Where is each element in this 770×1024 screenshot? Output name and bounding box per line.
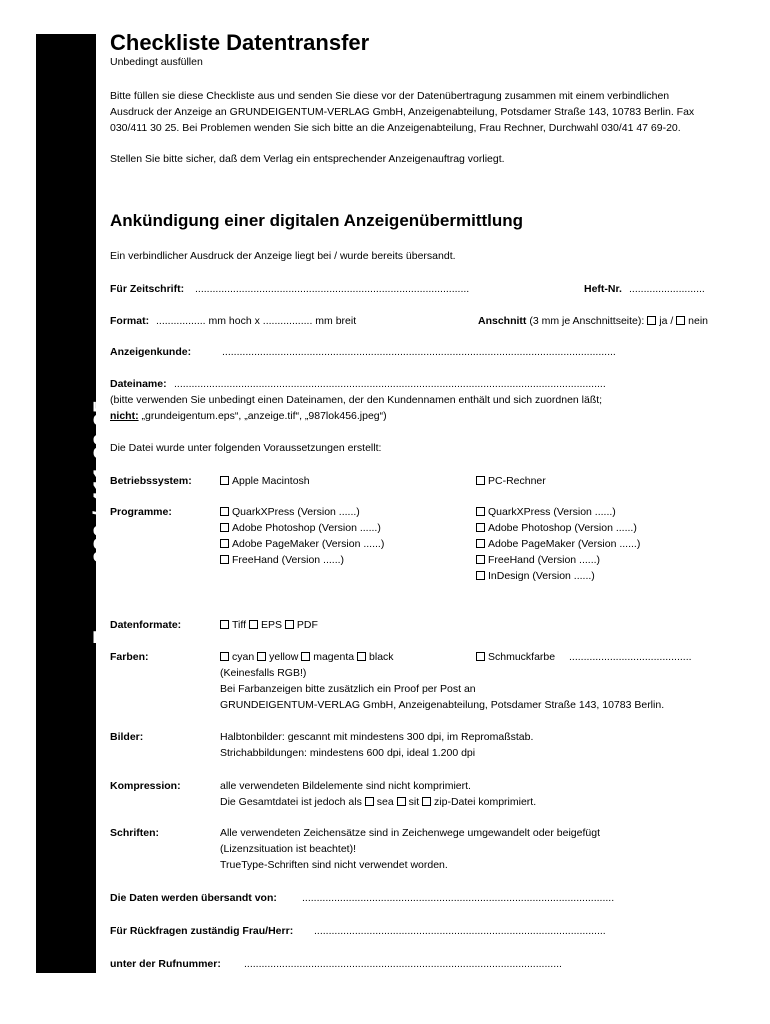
farben-note: Bei Farbanzeigen bitte zusätzlich ein Proof per Post an [220,683,476,695]
betriebssystem-label: Betriebssystem: [110,475,192,487]
page-title: Checkliste Datentransfer [110,30,370,55]
schriften-line: (Lizenzsituation ist beachtet)! [220,843,356,855]
intro-line: Ausdruck der Anzeige an GRUNDEIGENTUM-VERLAG GmbH, Anzeigenabteilung, Potsdamer Straße 143, 10783 Berlin. Fax [110,106,695,118]
dateiname-examples [110,408,387,424]
phone-label: unter der Rufnummer: [110,958,221,970]
farben-note: GRUNDEIGENTUM-VERLAG GmbH, Anzeigenabteilung, Potsdamer Straße 143, 10783 Berlin. [220,699,665,711]
dateiname-field[interactable]: .................................................................................................................................................... [174,378,606,390]
intro-paragraph [110,88,735,136]
program-label: Adobe Photoshop (Version ......) [232,522,381,534]
bilder-label: Bilder: [110,731,144,743]
format-eps-checkbox[interactable] [249,620,258,629]
programme-label: Programme: [110,506,172,518]
program-checkbox[interactable] [220,555,229,564]
format-pdf-label: PDF [296,619,318,631]
color-yellow-checkbox[interactable] [257,652,266,661]
kompression-sea-checkbox[interactable] [365,797,374,806]
kompression-zip-checkbox[interactable] [422,797,431,806]
sender-field[interactable]: ........................................................................................................... [302,892,615,904]
program-label: Adobe PageMaker (Version ......) [488,538,641,550]
heft-field[interactable]: .......................... [629,283,705,295]
program-label: QuarkXPress (Version ......) [232,506,360,518]
nicht-examples: „grundeigentum.eps“, „anzeige.tif“, „987lok456.jpeg“) [141,410,387,422]
format-label: Format: [110,315,150,327]
os-pc-checkbox[interactable] [476,476,485,485]
format-eps-label: EPS [260,619,282,631]
program-label: FreeHand (Version ......) [488,554,601,566]
kompression-label: Kompression: [110,780,181,792]
intro-line: Bitte füllen sie diese Checkliste aus und senden Sie diese vor der Datenübertragung zusammen mit einem verbindlichen [110,90,670,102]
format-field[interactable]: ................. mm hoch x ................. mm breit [156,315,357,327]
os-mac-checkbox[interactable] [220,476,229,485]
program-label: FreeHand (Version ......) [232,554,345,566]
kompression-sit-label: sit [408,796,420,808]
zeitschrift-label: Für Zeitschrift: [110,283,185,295]
conditions-intro: Die Datei wurde unter folgenden Voraussetzungen erstellt: [110,442,382,454]
kompression-sea-label: sea [376,796,394,808]
program-checkbox[interactable] [220,507,229,516]
schmuckfarbe-checkbox[interactable] [476,652,485,661]
intro-line: 030/411 30 25. Bei Problemen wenden Sie sich bitte an die Anzeigenabteilung, Frau Rechner, Durchwahl 030/41 47 69-20. [110,122,681,134]
section-intro: Ein verbindlicher Ausdruck der Anzeige liegt bei / wurde bereits übersandt. [110,250,456,262]
page-subtitle: Unbedingt ausfüllen [110,56,203,68]
bilder-line: Halbtonbilder: gescannt mit mindestens 300 dpi, im Repromaßstab. [220,731,534,743]
program-checkbox[interactable] [476,555,485,564]
color-black-label: black [369,651,394,663]
schriften-line: Alle verwendeten Zeichensätze sind in Zeichenwege umgewandelt oder beigefügt [220,827,600,839]
schriften-label: Schriften: [110,827,160,839]
color-magenta-checkbox[interactable] [301,652,310,661]
color-cyan-checkbox[interactable] [220,652,229,661]
dateiname-hint: (bitte verwenden Sie unbedingt einen Dateinamen, der den Kundennamen enthält und sich zuordnen läßt; [110,394,603,406]
fax-number-label: per Fax an 030 / 411 30 25 [88,400,115,688]
zeitschrift-field[interactable]: .............................................................................................. [195,283,470,295]
program-label: Adobe Photoshop (Version ......) [488,522,637,534]
programs-pc-list [476,504,640,584]
schmuckfarbe-label: Schmuckfarbe [488,651,556,663]
anschnitt-note: (3 mm je Anschnittseite): [529,315,645,327]
anschnitt-nein-checkbox[interactable] [676,316,685,325]
anschnitt-group [478,313,708,329]
kompression-line: Die Gesamtdatei ist jedoch als [220,796,362,808]
order-note: Stellen Sie bitte sicher, daß dem Verlag ein entsprechender Anzeigenauftrag vorliegt. [110,153,505,165]
format-tiff-label: Tiff [232,619,247,631]
programs-mac-list [220,504,384,568]
farben-label: Farben: [110,651,149,663]
anschnitt-label: Anschnitt [478,315,527,327]
kompression-sit-checkbox[interactable] [397,797,406,806]
program-label: InDesign (Version ......) [488,570,595,582]
contact-label: Für Rückfragen zuständig Frau/Herr: [110,925,294,937]
program-checkbox[interactable] [220,539,229,548]
anschnitt-ja-label: ja / [659,315,674,327]
color-yellow-label: yellow [269,651,299,663]
program-checkbox[interactable] [476,539,485,548]
heft-label: Heft-Nr. [584,283,622,295]
color-magenta-label: magenta [313,651,355,663]
schriften-line: TrueType-Schriften sind nicht verwendet worden. [220,859,448,871]
schmuckfarbe-field[interactable]: .......................................... [569,651,692,663]
program-checkbox[interactable] [476,571,485,580]
contact-field[interactable]: .................................................................................................... [314,925,606,937]
anzeigenkunde-label: Anzeigenkunde: [110,346,192,358]
anschnitt-nein-label: nein [688,315,709,327]
nicht-label: nicht: [110,410,139,422]
kompression-line: alle verwendeten Bildelemente sind nicht komprimiert. [220,780,471,792]
program-checkbox[interactable] [220,523,229,532]
format-tiff-checkbox[interactable] [220,620,229,629]
anzeigenkunde-field[interactable]: ....................................................................................................................................... [222,346,616,358]
color-black-checkbox[interactable] [357,652,366,661]
bilder-line: Strichabbildungen: mindestens 600 dpi, ideal 1.200 dpi [220,747,476,759]
section-heading: Ankündigung einer digitalen Anzeigenübermittlung [110,211,524,230]
program-checkbox[interactable] [476,507,485,516]
os-mac-label: Apple Macintosh [232,475,310,487]
anschnitt-ja-checkbox[interactable] [647,316,656,325]
sender-label: Die Daten werden übersandt von: [110,892,277,904]
dateiname-label: Dateiname: [110,378,167,390]
program-checkbox[interactable] [476,523,485,532]
phone-field[interactable]: ............................................................................................................. [244,958,562,970]
os-pc-label: PC-Rechner [488,475,546,487]
color-cyan-label: cyan [232,651,255,663]
fax-sidebar [36,34,115,973]
datenformate-label: Datenformate: [110,619,182,631]
format-pdf-checkbox[interactable] [285,620,294,629]
kompression-zip-label: zip-Datei komprimiert. [434,796,537,808]
farben-note: (Keinesfalls RGB!) [220,667,307,679]
program-label: Adobe PageMaker (Version ......) [232,538,385,550]
program-label: QuarkXPress (Version ......) [488,506,616,518]
